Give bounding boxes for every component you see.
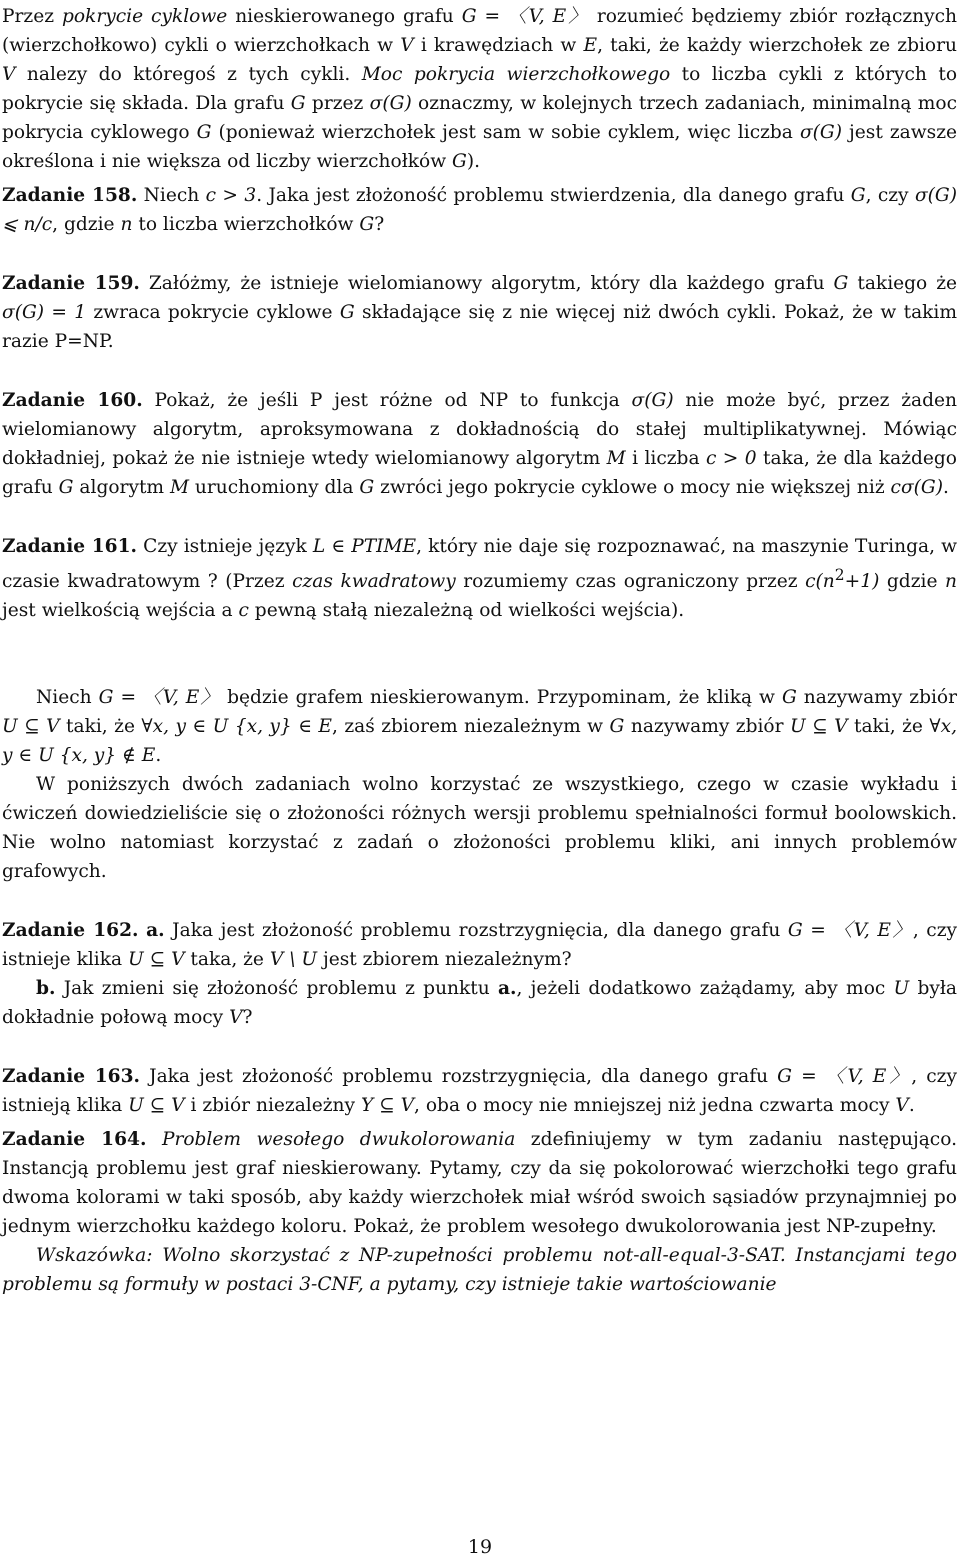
- exercise-164: Zadanie 164. Problem wesołego dwukolorowania zdefiniujemy w tym zadaniu następująco. Instancją problemu jest graf nieskierowany. Pytamy, czy da się pokolorować wierzchołki tego grafu dwoma kolorami w taki sposób, aby każdy wierzchołek miał wśród swoich sąsiadów przynajmniej po jednym wierzchołku każdego koloru. Pokaż, że problem wesołego dwukolorowania jest NP-zupełny.: [2, 1129, 957, 1238]
- cycle-cover-definition: Przez pokrycie cyklowe nieskierowanego grafu G = 〈V, E〉 rozumieć będziemy zbiór rozłącznych (wierzchołkowo) cykli o wierzchołkach w V i krawędziach w E, taki, że każdy wierzchołek ze zbioru V nalezy do któregoś z tych cykli. Moc pokrycia wierzchołkowego to liczba cykli z których to pokrycie się składa. Dla grafu G przez σ(G) oznaczmy, w kolejnych trzech zadaniach, minimalną moc pokrycia cyklowego G (ponieważ wierzchołek jest sam w sobie cyklem, więc liczba σ(G) jest zawsze określona i nie większa od liczby wierzchołków G).: [2, 6, 958, 172]
- exercise-162-a: Zadanie 162. a. Jaka jest złożoność problemu rozstrzygnięcia, dla danego grafu G = 〈V, E〉, czy istnieje klika U ⊆ V taka, że V \ U jest zbiorem niezależnym?: [2, 920, 957, 971]
- exercise-label: Zadanie 159.: [2, 273, 140, 294]
- term-quadratic-time: czas kwadratowy: [292, 571, 456, 593]
- exercise-162-b: b. Jak zmieni się złożoność problemu z punktu a., jeżeli dodatkowo zażądamy, aby moc U była dokładnie połową mocy V?: [2, 978, 957, 1029]
- part-a-label: a.: [146, 920, 165, 942]
- rules-paragraph: W poniższych dwóch zadaniach wolno korzystać ze wszystkiego, czego w czasie wykładu i ćwiczeń dowiedzieliście się o złożoności różnych wersji problemu spełnialności formuł boolowskich. Nie wolno natomiast korzystać z zadań o złożoności problemu kliki, ani innych problemów grafowych.: [2, 774, 957, 883]
- term-happy-coloring: Problem wesołego dwukolorowania: [146, 1129, 516, 1151]
- part-b-label: b.: [36, 978, 56, 1000]
- exercise-label: Zadanie 160.: [2, 390, 143, 411]
- exercise-158: Zadanie 158. Niech c > 3. Jaka jest złożoność problemu stwierdzenia, dla danego grafu G, czy σ(G) ⩽ n/c, gdzie n to liczba wierzchołków G?: [2, 185, 957, 235]
- clique-definition: Niech G = 〈V, E〉 będzie grafem nieskierowanym. Przypominam, że kliką w G nazywamy zbiór U ⊆ V taki, że ∀x, y ∈ U {x, y} ∈ E, zaś zbiorem niezależnym w G nazywamy zbiór U ⊆ V taki, że ∀x, y ∈ U {x, y} ∉ E.: [2, 687, 958, 767]
- exercise-164-hint: Wskazówka: Wolno skorzystać z NP-zupełności problemu not-all-equal-3-SAT. Instancjami tego problemu są formuły w postaci 3-CNF, a pytamy, czy istnieje takie wartościowanie: [2, 1245, 957, 1296]
- exercise-161: Zadanie 161. Czy istnieje język L ∈ PTIME, który nie daje się rozpoznawać, na maszynie Turinga, w czasie kwadratowym ? (Przez czas kwadratowy rozumiemy czas ograniczony przez $c(n^2+1)$ gdzie n jest wielkością wejścia a c pewną stałą niezależną od wielkości wejścia).: [2, 536, 958, 622]
- exercise-label: Zadanie 162.: [2, 920, 139, 942]
- exercise-label: Zadanie 164.: [2, 1129, 147, 1151]
- exercise-label: Zadanie 158.: [2, 185, 138, 206]
- term-cycle-cover: pokrycie cyklowe: [61, 6, 228, 27]
- math-graph: G = 〈V, E〉: [461, 6, 589, 27]
- exercise-label: Zadanie 163.: [2, 1066, 141, 1088]
- exercise-159: Zadanie 159. Załóżmy, że istnieje wielomianowy algorytm, który dla każdego grafu G takiego że σ(G) = 1 zwraca pokrycie cyklowe G składające się z nie więcej niż dwóch cykli. Pokaż, że w takim razie P=NP.: [2, 273, 958, 352]
- exercise-160: Zadanie 160. Pokaż, że jeśli P jest różne od NP to funkcja σ(G) nie może być, przez żaden wielomianowy algorytm, aproksymowana z dokładnością do stałej multiplikatywnej. Mówiąc dokładniej, pokaż że nie istnieje wtedy wielomianowy algorytm M i liczba c > 0 taka, że dla każdego grafu G algorytm M uruchomiony dla G zwróci jego pokrycie cyklowe o mocy nie większej niż cσ(G).: [2, 390, 957, 498]
- exercise-label: Zadanie 161.: [2, 536, 138, 557]
- term-cover-power: Moc pokrycia wierzchołkowego: [361, 64, 671, 85]
- exercise-163: Zadanie 163. Jaka jest złożoność problemu rozstrzygnięcia, dla danego grafu G = 〈V, E〉, czy istnieją klika U ⊆ V i zbiór niezależny Y ⊆ V, oba o mocy nie mniejszej niż jedna czwarta mocy V.: [2, 1066, 957, 1117]
- page-number: 19: [467, 1536, 493, 1558]
